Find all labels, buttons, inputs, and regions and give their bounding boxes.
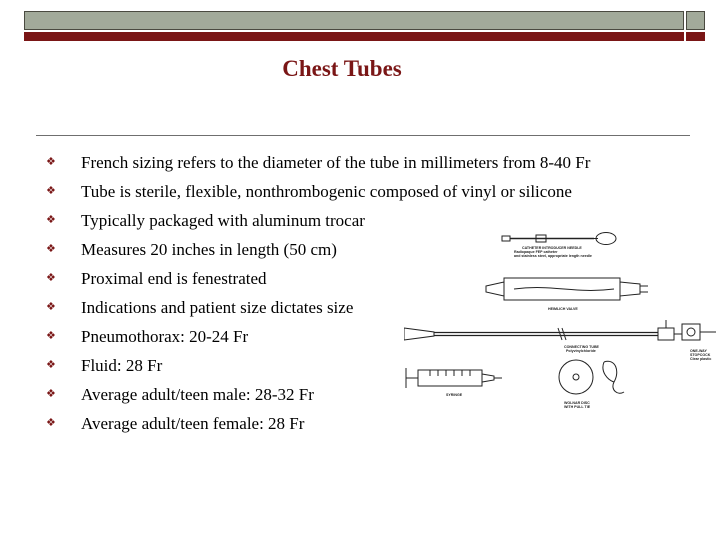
catheter-caption: Radiopaque FEP catheter: [514, 250, 558, 254]
bullet-diamond-icon: ❖: [46, 185, 56, 197]
bullet-text: French sizing refers to the diameter of the tube in millimeters from 8-40 Fr: [81, 153, 591, 172]
bullet-text: Pneumothorax: 20-24 Fr: [81, 327, 249, 346]
bullet-text: Fluid: 28 Fr: [81, 356, 163, 375]
connecting-tube-caption: Polyvinylchloride: [566, 349, 596, 353]
bullet-text: Average adult/teen female: 28 Fr: [81, 414, 305, 433]
header-bar: [24, 11, 684, 30]
syringe-drawing: [406, 368, 502, 388]
bullet-diamond-icon: ❖: [46, 214, 56, 226]
bullet-text: Measures 20 inches in length (50 cm): [81, 240, 337, 259]
stopcock-caption: ONE-WAY: [690, 349, 707, 353]
header-accent-square: [686, 32, 705, 41]
wolnar-disc-drawing: [559, 360, 624, 394]
bullet-item: [46, 177, 706, 206]
bullet-text: Average adult/teen male: 28-32 Fr: [81, 385, 314, 404]
bullet-diamond-icon: ❖: [46, 330, 56, 342]
connecting-tube-caption: CONNECTING TUBE: [564, 345, 599, 349]
bullet-diamond-icon: ❖: [46, 417, 56, 429]
bullet-diamond-icon: ❖: [46, 388, 56, 400]
bullet-diamond-icon: ❖: [46, 301, 56, 313]
bullet-text: Tube is sterile, flexible, nonthrombogenic composed of vinyl or silicone: [81, 182, 572, 201]
catheter-caption: and stainless steel, appropriate length needle: [514, 254, 592, 258]
bullet-text: Proximal end is fenestrated: [81, 269, 267, 288]
title-divider: [36, 135, 690, 136]
slide-title: Chest Tubes: [282, 56, 402, 81]
heimlich-valve-drawing: [486, 278, 648, 300]
bullet-diamond-icon: ❖: [46, 359, 56, 371]
bullet-text: Typically packaged with aluminum trocar: [81, 211, 365, 230]
heimlich-caption: HEIMLICH VALVE: [548, 307, 578, 311]
syringe-caption: SYRINGE: [446, 393, 463, 397]
stopcock-caption: STOPCOCK: [690, 353, 711, 357]
bullet-diamond-icon: ❖: [46, 156, 56, 168]
wolnar-disc-caption: WITH PULL TIE: [564, 405, 591, 409]
bullet-diamond-icon: ❖: [46, 243, 56, 255]
header-accent-bar: [24, 32, 684, 41]
catheter-caption: CATHETER INTRODUCER NEEDLE: [522, 246, 582, 250]
stopcock-caption: Clear plastic: [690, 357, 712, 361]
header-bar-square: [686, 11, 705, 30]
bullet-diamond-icon: ❖: [46, 272, 56, 284]
bullet-item: [46, 148, 706, 177]
bullet-text: Indications and patient size dictates size: [81, 298, 354, 317]
catheter-introducer-needle-drawing: [502, 233, 616, 245]
chest-tube-kit-illustration: [404, 222, 718, 418]
connecting-tube-drawing: [404, 320, 716, 340]
wolnar-disc-caption: WOLNAR DISC: [564, 401, 590, 405]
